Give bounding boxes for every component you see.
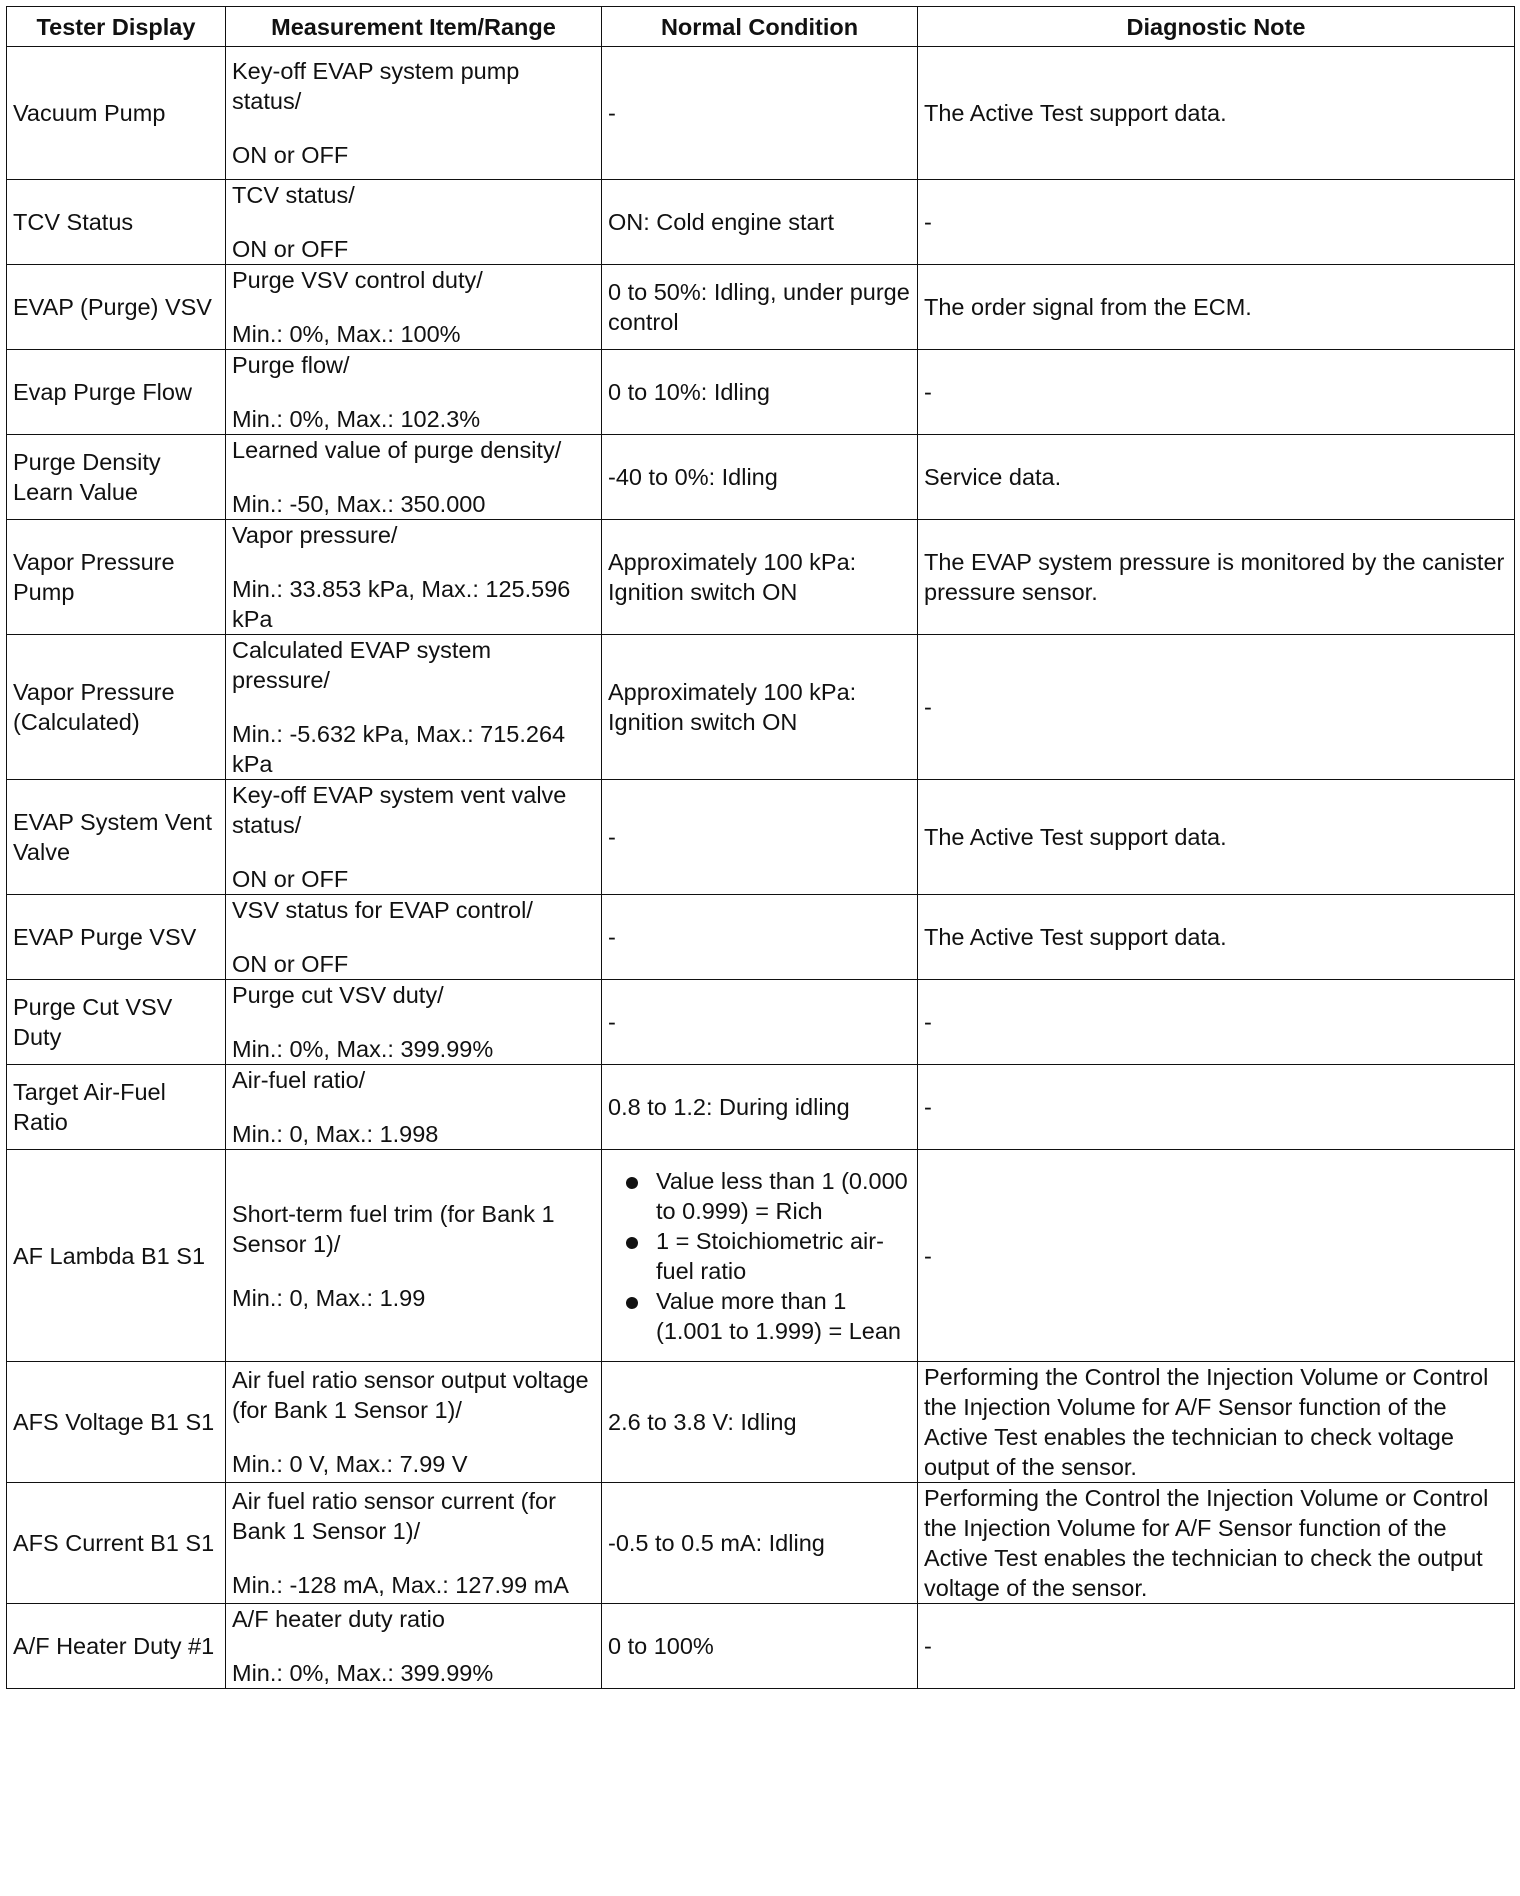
range-spacer (232, 380, 595, 404)
header-diagnostic-note: Diagnostic Note (918, 7, 1515, 47)
range-spacer (232, 925, 595, 949)
table-row (7, 1483, 1515, 1604)
measurement-range: Min.: 0%, Max.: 102.3% (232, 406, 481, 432)
measurement-range: Min.: 33.853 kPa, Max.: 125.596 kPa (232, 576, 571, 632)
cell-tester-display: Vapor Pressure (Calculated) (7, 635, 226, 780)
measurement-item: TCV status/ (232, 182, 355, 208)
cell-measurement-item-range (226, 980, 602, 1065)
range-spacer (232, 295, 595, 319)
cell-diagnostic-note: - (918, 350, 1515, 435)
cell-tester-display: EVAP System Vent Valve (7, 780, 226, 895)
table-row (7, 1065, 1515, 1150)
cell-diagnostic-note: Service data. (918, 435, 1515, 520)
cell-normal-condition: - (602, 895, 918, 980)
table-row (7, 980, 1515, 1065)
table-row (7, 635, 1515, 780)
condition-list-text: Value more than 1 (1.001 to 1.999) = Lean (656, 1287, 901, 1344)
condition-list-item (608, 1286, 911, 1346)
cell-tester-display: Evap Purge Flow (7, 350, 226, 435)
cell-tester-display: AFS Current B1 S1 (7, 1483, 226, 1604)
cell-diagnostic-note: The order signal from the ECM. (918, 265, 1515, 350)
cell-normal-condition (602, 1150, 918, 1362)
table-row (7, 895, 1515, 980)
cell-tester-display: TCV Status (7, 180, 226, 265)
cell-normal-condition: -40 to 0%: Idling (602, 435, 918, 520)
measurement-item: Vapor pressure/ (232, 522, 398, 548)
cell-tester-display: Vapor Pressure Pump (7, 520, 226, 635)
cell-normal-condition: - (602, 47, 918, 180)
cell-measurement-item-range (226, 350, 602, 435)
cell-normal-condition: Approximately 100 kPa: Ignition switch ON (602, 635, 918, 780)
tester-data-table (6, 6, 1515, 1689)
condition-list-text: 1 = Stoichiometric air-fuel ratio (656, 1227, 884, 1284)
measurement-range: Min.: 0%, Max.: 399.99% (232, 1036, 494, 1062)
measurement-range: ON or OFF (232, 142, 349, 168)
condition-list-item (608, 1226, 911, 1286)
condition-list-item (608, 1166, 911, 1226)
header-row (7, 7, 1515, 47)
cell-tester-display: Vacuum Pump (7, 47, 226, 180)
range-spacer (232, 465, 595, 489)
measurement-range: Min.: -50, Max.: 350.000 (232, 491, 486, 517)
cell-measurement-item-range (226, 435, 602, 520)
bullet-icon (626, 1297, 638, 1309)
cell-measurement-item-range (226, 1065, 602, 1150)
range-spacer (232, 1259, 595, 1283)
cell-tester-display: Target Air-Fuel Ratio (7, 1065, 226, 1150)
bullet-icon (626, 1237, 638, 1249)
cell-diagnostic-note: - (918, 1604, 1515, 1689)
cell-measurement-item-range (226, 895, 602, 980)
range-spacer (232, 1095, 595, 1119)
range-spacer (232, 1425, 595, 1449)
range-spacer (232, 1010, 595, 1034)
measurement-range: Min.: 0%, Max.: 100% (232, 321, 461, 347)
table-row (7, 1604, 1515, 1689)
cell-tester-display: AF Lambda B1 S1 (7, 1150, 226, 1362)
measurement-range: Min.: 0, Max.: 1.99 (232, 1284, 426, 1311)
measurement-range: ON or OFF (232, 236, 349, 262)
cell-normal-condition: - (602, 980, 918, 1065)
cell-measurement-item-range (226, 635, 602, 780)
table-row (7, 47, 1515, 180)
cell-measurement-item-range (226, 180, 602, 265)
cell-measurement-item-range (226, 1483, 602, 1604)
cell-normal-condition: 0 to 50%: Idling, under purge control (602, 265, 918, 350)
table-row (7, 1362, 1515, 1483)
measurement-range: Min.: -128 mA, Max.: 127.99 mA (232, 1572, 569, 1598)
range-spacer (232, 210, 595, 234)
cell-diagnostic-note: - (918, 1150, 1515, 1362)
cell-diagnostic-note: Performing the Control the Injection Volume or Control the Injection Volume for A/F Sensor function of the Active Test enables the technician to check the output voltage of the sensor. (918, 1483, 1515, 1604)
measurement-item: Air fuel ratio sensor output voltage (for Bank 1 Sensor 1)/ (232, 1367, 589, 1423)
table-row (7, 265, 1515, 350)
cell-diagnostic-note: - (918, 635, 1515, 780)
cell-diagnostic-note: Performing the Control the Injection Volume or Control the Injection Volume for A/F Sensor function of the Active Test enables the technician to check voltage output of the sensor. (918, 1362, 1515, 1483)
table-row (7, 1150, 1515, 1362)
condition-bullet-list (608, 1166, 911, 1346)
measurement-item: Key-off EVAP system pump status/ (232, 58, 520, 114)
cell-tester-display: AFS Voltage B1 S1 (7, 1362, 226, 1483)
range-spacer (232, 550, 595, 574)
measurement-item: Calculated EVAP system pressure/ (232, 637, 492, 693)
cell-diagnostic-note: The EVAP system pressure is monitored by the canister pressure sensor. (918, 520, 1515, 635)
cell-measurement-item-range (226, 1150, 602, 1362)
table-header (7, 7, 1515, 47)
measurement-range: Min.: 0%, Max.: 399.99% (232, 1660, 494, 1686)
cell-diagnostic-note: - (918, 980, 1515, 1065)
measurement-item: Air-fuel ratio/ (232, 1067, 366, 1093)
range-spacer (232, 1634, 595, 1658)
measurement-item: Purge flow/ (232, 352, 350, 378)
cell-tester-display: A/F Heater Duty #1 (7, 1604, 226, 1689)
cell-tester-display: EVAP (Purge) VSV (7, 265, 226, 350)
cell-normal-condition: 0 to 100% (602, 1604, 918, 1689)
measurement-range: Min.: 0 V, Max.: 7.99 V (232, 1451, 468, 1477)
cell-measurement-item-range (226, 265, 602, 350)
cell-diagnostic-note: - (918, 180, 1515, 265)
measurement-item: Short-term fuel trim (for Bank 1 Sensor 1)/ (232, 1200, 555, 1257)
cell-normal-condition: -0.5 to 0.5 mA: Idling (602, 1483, 918, 1604)
measurement-item: Purge VSV control duty/ (232, 267, 483, 293)
table-row (7, 180, 1515, 265)
cell-normal-condition: ON: Cold engine start (602, 180, 918, 265)
cell-normal-condition: 0.8 to 1.2: During idling (602, 1065, 918, 1150)
measurement-range: Min.: -5.632 kPa, Max.: 715.264 kPa (232, 721, 566, 777)
cell-diagnostic-note: The Active Test support data. (918, 780, 1515, 895)
bullet-icon (626, 1177, 638, 1189)
cell-diagnostic-note: - (918, 1065, 1515, 1150)
measurement-item: VSV status for EVAP control/ (232, 897, 533, 923)
measurement-range: Min.: 0, Max.: 1.998 (232, 1121, 439, 1147)
range-spacer (232, 695, 595, 719)
cell-measurement-item-range (226, 1604, 602, 1689)
condition-list-text: Value less than 1 (0.000 to 0.999) = Rich (656, 1167, 908, 1224)
cell-measurement-item-range (226, 520, 602, 635)
cell-normal-condition: 2.6 to 3.8 V: Idling (602, 1362, 918, 1483)
range-spacer (232, 840, 595, 864)
measurement-range: ON or OFF (232, 866, 349, 892)
cell-measurement-item-range (226, 780, 602, 895)
header-tester-display: Tester Display (7, 7, 226, 47)
header-normal-condition: Normal Condition (602, 7, 918, 47)
measurement-range: ON or OFF (232, 951, 349, 977)
table-body (7, 47, 1515, 1689)
table-row (7, 780, 1515, 895)
range-spacer (232, 1546, 595, 1570)
cell-tester-display: EVAP Purge VSV (7, 895, 226, 980)
measurement-item: Key-off EVAP system vent valve status/ (232, 782, 567, 838)
table-row (7, 350, 1515, 435)
cell-tester-display: Purge Cut VSV Duty (7, 980, 226, 1065)
cell-measurement-item-range (226, 47, 602, 180)
cell-measurement-item-range (226, 1362, 602, 1483)
header-measurement-item-range: Measurement Item/Range (226, 7, 602, 47)
cell-normal-condition: - (602, 780, 918, 895)
cell-tester-display: Purge Density Learn Value (7, 435, 226, 520)
document-page (6, 6, 1514, 1689)
table-row (7, 435, 1515, 520)
measurement-item: A/F heater duty ratio (232, 1606, 445, 1632)
range-spacer (232, 116, 595, 140)
cell-diagnostic-note: The Active Test support data. (918, 895, 1515, 980)
cell-normal-condition: 0 to 10%: Idling (602, 350, 918, 435)
measurement-item: Learned value of purge density/ (232, 437, 562, 463)
cell-diagnostic-note: The Active Test support data. (918, 47, 1515, 180)
measurement-item: Purge cut VSV duty/ (232, 982, 444, 1008)
measurement-item: Air fuel ratio sensor current (for Bank 1 Sensor 1)/ (232, 1488, 556, 1544)
table-row (7, 520, 1515, 635)
cell-normal-condition: Approximately 100 kPa: Ignition switch ON (602, 520, 918, 635)
